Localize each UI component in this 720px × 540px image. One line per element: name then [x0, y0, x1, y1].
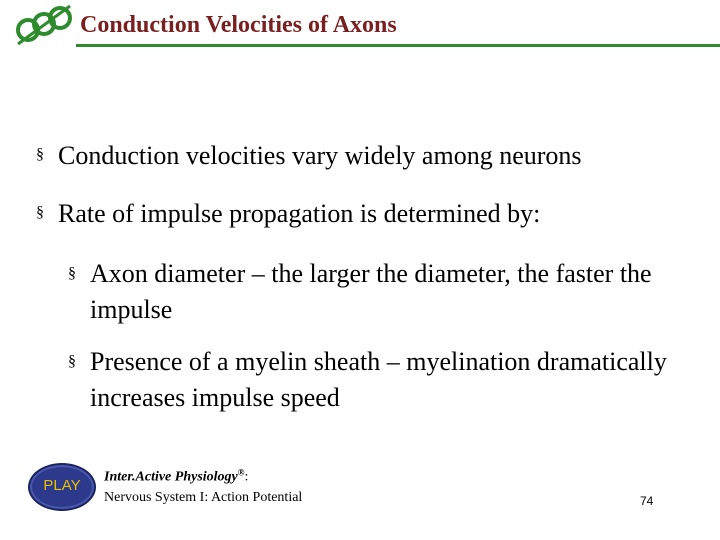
bullet-marker-icon: §: [36, 204, 44, 221]
play-button[interactable]: [28, 463, 96, 511]
registered-mark: ®: [237, 467, 245, 477]
credit-block: [104, 462, 302, 508]
bullet-item: [36, 196, 540, 231]
credit-title: Inter.Active Physiology: [104, 469, 238, 485]
gcc-logo: [14, 4, 74, 48]
play-button-label: PLAY: [43, 477, 81, 494]
sub-bullet-text: Presence of a myelin sheath – myelination dramatically increases impulse speed: [90, 347, 667, 412]
bullet-item: [36, 138, 582, 173]
sub-bullet-item: [68, 256, 708, 328]
bullet-marker-icon: §: [68, 265, 76, 282]
bullet-text: Conduction velocities vary widely among neurons: [58, 141, 582, 170]
credit-colon: :: [244, 469, 249, 485]
credit-subtitle: Nervous System I: Action Potential: [104, 489, 303, 505]
sub-bullet-text: Axon diameter – the larger the diameter, the faster the impulse: [90, 259, 652, 324]
credit-title-line: [104, 462, 302, 488]
title-divider: [76, 44, 720, 47]
page-number: 74: [640, 494, 654, 508]
sub-bullet-item: [68, 344, 708, 416]
slide-title: Conduction Velocities of Axons: [80, 12, 397, 38]
bullet-text: Rate of impulse propagation is determined by:: [58, 199, 541, 228]
bullet-marker-icon: §: [68, 353, 76, 370]
bullet-marker-icon: §: [36, 146, 44, 163]
